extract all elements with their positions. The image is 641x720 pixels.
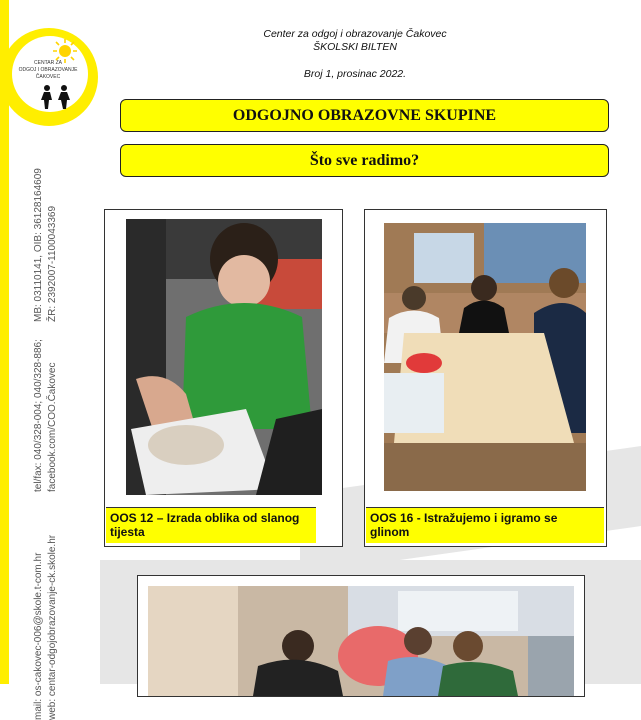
logo-line: CENTAR ZA — [34, 60, 62, 66]
sun-icon — [52, 38, 78, 64]
photo-caption: OOS 12 – Izrada oblika od slanog tijesta — [106, 507, 316, 543]
photo-caption: OOS 16 - Istražujemo i igramo se glinom — [366, 507, 604, 543]
sidebar-ids: MB: 03110141, OIB: 36128164609 — [33, 168, 44, 322]
logo-line: ODGOJ I OBRAZOVANJE — [18, 67, 78, 73]
photo-clay-play — [384, 223, 586, 491]
bulletin-name: ŠKOLSKI BILTEN — [313, 41, 397, 53]
issue-info: Broj 1, prosinac 2022. — [303, 68, 407, 80]
school-logo — [0, 28, 98, 126]
sidebar-email: mail: os-cakovec-006@skole.t-com.hr — [33, 552, 44, 720]
sidebar-phone: tel/fax: 040/328-004; 040/328-886; — [33, 339, 44, 492]
photo-card — [104, 209, 343, 547]
photo-classroom-activity — [148, 586, 574, 696]
photo-card — [137, 575, 585, 697]
logo-line: ČAKOVEC — [35, 74, 61, 80]
section-title-banner: ODGOJNO OBRAZOVNE SKUPINE — [120, 99, 609, 132]
photo-card — [364, 209, 607, 547]
children-icon — [38, 84, 74, 110]
photo-salt-dough — [126, 219, 322, 495]
section-subtitle-banner: Što sve radimo? — [120, 144, 609, 177]
sidebar-ziro: ŽR: 2392007-1100043369 — [47, 205, 58, 322]
sidebar-facebook: facebook.com/COO.Čakovec — [47, 362, 58, 492]
institution-name: Center za odgoj i obrazovanje Čakovec — [263, 28, 447, 40]
sidebar-web: web: centar-odgojobrazovanje-ck.skole.hr — [47, 534, 58, 720]
